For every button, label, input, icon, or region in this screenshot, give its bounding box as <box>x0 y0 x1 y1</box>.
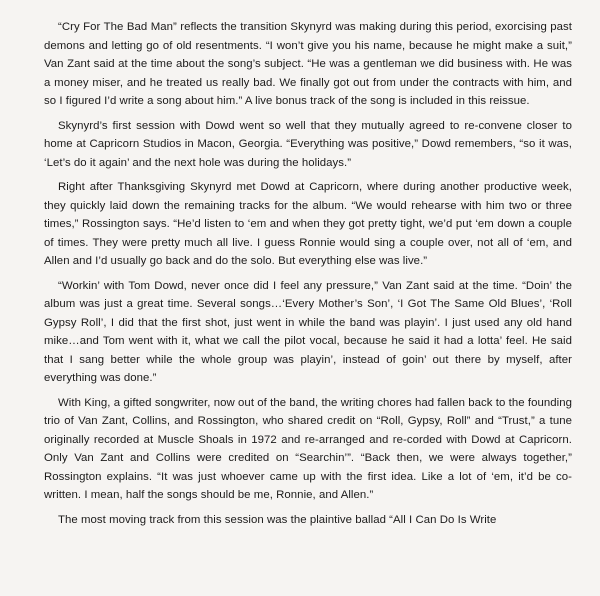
paragraph: The most moving track from this session was the plaintive ballad “All I Can Do Is Write <box>58 513 497 526</box>
paragraph: Skynyrd’s first session with Dowd went so well that they mutually agreed to re-convene closer to home at Capricorn Studios in Macon, Georgia. “Everything was positive,” Dowd remembers, “so it was, ‘Let’s do it again’ and the next hole was during the holidays.” <box>44 119 572 169</box>
paragraph: Right after Thanksgiving Skynyrd met Dowd at Capricorn, where during another productive week, they quickly laid down the remaining tracks for the album. “We would rehearse with him two or three times,” Rossington says. “He’d listen to ‘em and when they got pretty tight, we’d put ‘em down a couple of times. They were pretty much all live. I guess Ronnie would sing a couple over, not all of ‘em, and Allen and I’d usually go back and do the solo. But everything else was live.” <box>44 181 572 267</box>
paragraph: “Workin’ with Tom Dowd, never once did I feel any pressure,” Van Zant said at the time. “Doin’ the album was just a great time. Several songs…‘Every Mother’s Son’, ‘I Got The Same Old Blues’, ‘Roll Gypsy Roll’, I did that the first shot, just went in while the band was playin’. I just used any old hand mike…and Tom went with it, what we call the pilot vocal, because he said it had a lotta’ feel. He said that I sang better while the whole group was playin’, instead of goin’ out there by myself, after everything was done.” <box>44 279 572 384</box>
paragraph: “Cry For The Bad Man” reflects the transition Skynyrd was making during this period, exorcising past demons and letting go of old resentments. “I won’t give you his name, because he might make a suit,” Van Zant said at the time about the song’s subject. “He was a gentleman we did business with. He was a money miser, and he treated us really bad. We finally got out from under the contracts with him, and so I figured I’d write a song about him.” A live bonus track of the song is included in this reissue. <box>44 21 572 107</box>
paragraph: With King, a gifted songwriter, now out of the band, the writing chores had fallen back to the founding trio of Van Zant, Collins, and Rossington, who shared credit on “Roll, Gypsy, Roll” and “Trust,” a tune originally recorded at Muscle Shoals in 1972 and re-arranged and re-corded with Dowd at Capricorn. Only Van Zant and Collins were credited on “Searchin’”. “Back then, we were always together,” Rossington explains. “It was just whoever came up with the first idea. Like a lot of ‘em, it’d be co-written. I mean, half the songs should be me, Ronnie, and Allen.” <box>44 396 572 501</box>
